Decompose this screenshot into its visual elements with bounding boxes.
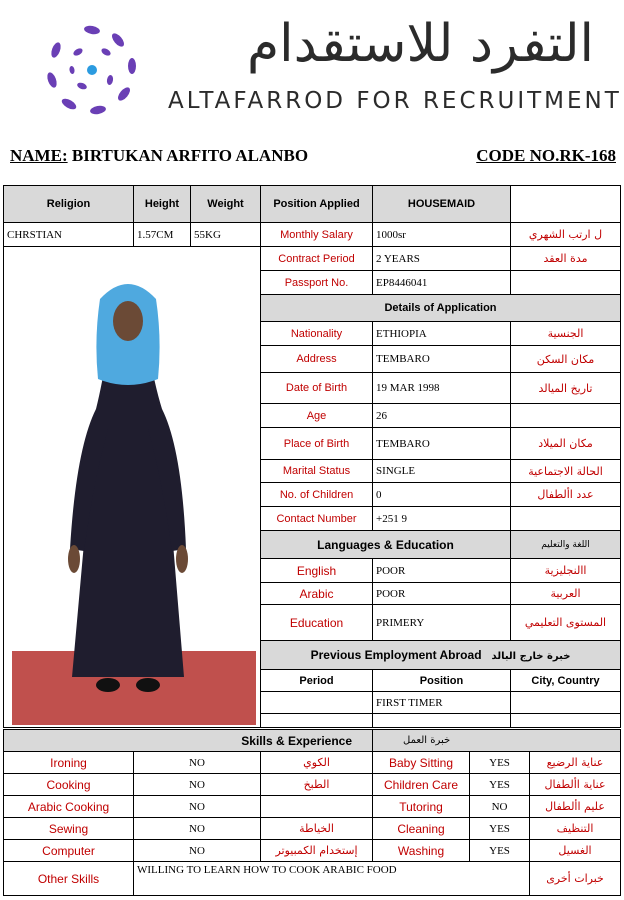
religion-header: Religion [4, 186, 134, 223]
weight-header: Weight [191, 186, 261, 223]
nationality-arabic: الجنسية [511, 322, 621, 346]
name-label: NAME: [10, 146, 68, 165]
contact-number-label: Contact Number [261, 507, 373, 531]
company-logo-icon [42, 20, 142, 120]
children-care-value: YES [470, 774, 530, 796]
employment-entry: FIRST TIMER [373, 692, 511, 714]
company-name-arabic: التفرد للاستقدام [246, 14, 594, 74]
tutoring-value: NO [470, 796, 530, 818]
nationality-value: ETHIOPIA [373, 322, 511, 346]
skills-header-arabic: خبرة العمل [373, 730, 621, 752]
english-arabic: االنجليزية [511, 559, 621, 583]
height-value: 1.57CM [134, 223, 191, 247]
education-value: PRIMERY [373, 605, 511, 641]
cleaning-label: Cleaning [373, 818, 470, 840]
cleaning-value: YES [470, 818, 530, 840]
skills-table [3, 729, 621, 896]
english-label: English [261, 559, 373, 583]
place-of-birth-arabic: مكان الميلاد [511, 428, 621, 460]
tutoring-arabic: عليم األطفال [530, 796, 621, 818]
cooking-label: Cooking [4, 774, 134, 796]
children-care-arabic: عناية األطفال [530, 774, 621, 796]
baby-sitting-value: YES [470, 752, 530, 774]
arabic-label: Arabic [261, 583, 373, 605]
other-skills-label: Other Skills [4, 862, 134, 896]
age-value: 26 [373, 404, 511, 428]
english-value: POOR [373, 559, 511, 583]
contract-period-arabic: مدة العقد [511, 247, 621, 271]
employment-title: Previous Employment Abroad [310, 648, 482, 662]
arabic-cooking-value: NO [134, 796, 261, 818]
baby-sitting-arabic: عناية الرضيع [530, 752, 621, 774]
computer-label: Computer [4, 840, 134, 862]
position-applied-value: HOUSEMAID [373, 186, 511, 223]
languages-header-arabic: اللغة والتعليم [511, 531, 621, 559]
baby-sitting-label: Baby Sitting [373, 752, 470, 774]
washing-label: Washing [373, 840, 470, 862]
photo-cell [4, 247, 261, 728]
skills-header: Skills & Experience [4, 730, 373, 752]
passport-value: EP8446041 [373, 271, 511, 295]
company-name-english: ALTAFARROD FOR RECRUITMENT [168, 88, 622, 114]
dob-label: Date of Birth [261, 373, 373, 404]
candidate-name [10, 146, 308, 166]
marital-status-arabic: الحالة الاجتماعية [511, 460, 621, 483]
employment-title-arabic: خبرة خارج البالد [491, 651, 571, 662]
washing-value: YES [470, 840, 530, 862]
marital-status-label: Marital Status [261, 460, 373, 483]
application-header: Details of Application [261, 295, 621, 322]
washing-arabic: الغسيل [530, 840, 621, 862]
city-country-header: City, Country [511, 670, 621, 692]
cleaning-arabic: التنظيف [530, 818, 621, 840]
monthly-salary-arabic: ل ارتب الشهري [511, 223, 621, 247]
age-label: Age [261, 404, 373, 428]
languages-header: Languages & Education [261, 531, 511, 559]
children-arabic: عدد األطفال [511, 483, 621, 507]
place-of-birth-label: Place of Birth [261, 428, 373, 460]
contact-number-value: +251 9 [373, 507, 511, 531]
tutoring-label: Tutoring [373, 796, 470, 818]
sewing-arabic: الخياطة [261, 818, 373, 840]
details-table [3, 185, 621, 728]
arabic-cooking-label: Arabic Cooking [4, 796, 134, 818]
ironing-value: NO [134, 752, 261, 774]
employment-header [261, 641, 621, 670]
header [0, 0, 624, 130]
address-label: Address [261, 346, 373, 373]
education-label: Education [261, 605, 373, 641]
monthly-salary-value: 1000sr [373, 223, 511, 247]
height-header: Height [134, 186, 191, 223]
weight-value: 55KG [191, 223, 261, 247]
arabic-arabic: العربية [511, 583, 621, 605]
nationality-label: Nationality [261, 322, 373, 346]
education-arabic: المستوى التعليمي [511, 605, 621, 641]
computer-arabic: إستخدام الكمبيوتر [261, 840, 373, 862]
cooking-arabic: الطبخ [261, 774, 373, 796]
sewing-label: Sewing [4, 818, 134, 840]
contract-period-label: Contract Period [261, 247, 373, 271]
arabic-value: POOR [373, 583, 511, 605]
ironing-arabic: الكوي [261, 752, 373, 774]
dob-arabic: تاريخ الميالد [511, 373, 621, 404]
cooking-value: NO [134, 774, 261, 796]
children-care-label: Children Care [373, 774, 470, 796]
address-value: TEMBARO [373, 346, 511, 373]
passport-label: Passport No. [261, 271, 373, 295]
employment-position-header: Position [373, 670, 511, 692]
sewing-value: NO [134, 818, 261, 840]
dob-value: 19 MAR 1998 [373, 373, 511, 404]
children-value: 0 [373, 483, 511, 507]
contract-period-value: 2 YEARS [373, 247, 511, 271]
children-label: No. of Children [261, 483, 373, 507]
monthly-salary-label: Monthly Salary [261, 223, 373, 247]
candidate-photo [12, 259, 256, 725]
code-number: CODE NO.RK-168 [476, 146, 616, 165]
computer-value: NO [134, 840, 261, 862]
name-value: BIRTUKAN ARFITO ALANBO [71, 146, 309, 165]
other-skills-value: WILLING TO LEARN HOW TO COOK ARABIC FOOD [134, 862, 530, 896]
period-header: Period [261, 670, 373, 692]
marital-status-value: SINGLE [373, 460, 511, 483]
address-arabic: مكان السكن [511, 346, 621, 373]
other-skills-arabic: خبرات أخرى [530, 862, 621, 896]
religion-value: CHRSTIAN [4, 223, 134, 247]
position-applied-label: Position Applied [261, 186, 373, 223]
ironing-label: Ironing [4, 752, 134, 774]
place-of-birth-value: TEMBARO [373, 428, 511, 460]
